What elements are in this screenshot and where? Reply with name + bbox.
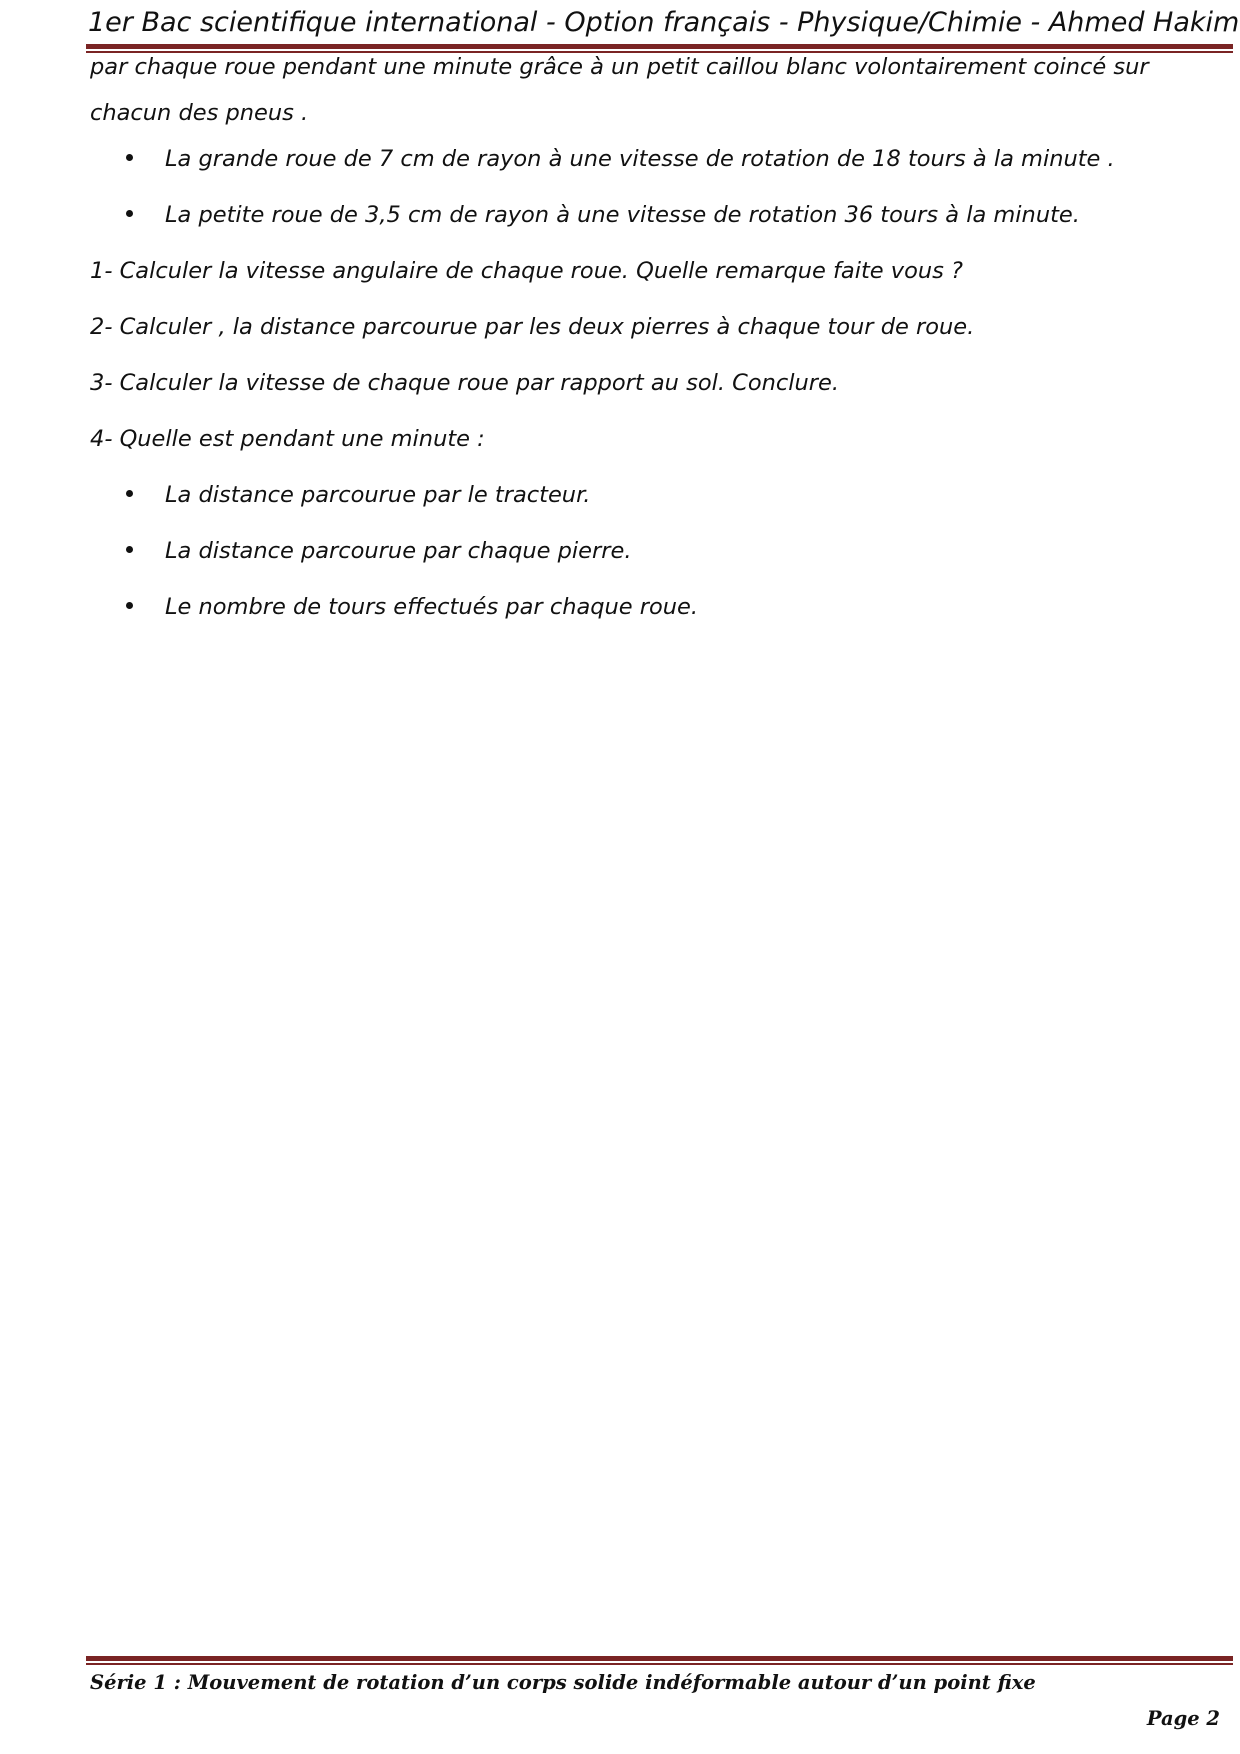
bullet-icon xyxy=(126,154,133,161)
minute-item-turns xyxy=(126,592,698,622)
minute-item-stone xyxy=(126,536,632,566)
intro-line-1: par chaque roue pendant une minute grâce à un petit caillou blanc volontairement coincé sur xyxy=(90,54,1149,80)
wheel-item-small xyxy=(126,200,1080,230)
question-4: 4- Quelle est pendant une minute : xyxy=(90,426,485,452)
bullet-icon xyxy=(126,490,133,497)
minute-item-text: La distance parcourue par chaque pierre. xyxy=(165,538,632,564)
wheel-item-text: La petite roue de 3,5 cm de rayon à une vitesse de rotation 36 tours à la minute. xyxy=(165,202,1080,228)
question-2: 2- Calculer , la distance parcourue par les deux pierres à chaque tour de roue. xyxy=(90,314,975,340)
question-3: 3- Calculer la vitesse de chaque roue par rapport au sol. Conclure. xyxy=(90,370,840,396)
header-title: 1er Bac scientifique international - Option français - Physique/Chimie - Ahmed Hakim xyxy=(88,7,1240,38)
minute-item-tractor xyxy=(126,480,590,510)
page-number: Page 2 xyxy=(1146,1707,1220,1730)
footer-rule-thin xyxy=(86,1663,1233,1665)
intro-line-2: chacun des pneus . xyxy=(90,100,309,126)
bullet-icon xyxy=(126,546,133,553)
wheel-item-text: La grande roue de 7 cm de rayon à une vitesse de rotation de 18 tours à la minute . xyxy=(165,146,1115,172)
wheel-item-large xyxy=(126,144,1115,174)
minute-item-text: Le nombre de tours effectués par chaque roue. xyxy=(165,594,699,620)
bullet-icon xyxy=(126,602,133,609)
footer-series-title: Série 1 : Mouvement de rotation d’un corps solide indéformable autour d’un point fixe xyxy=(90,1671,1036,1694)
bullet-icon xyxy=(126,210,133,217)
header-rule-thick xyxy=(86,44,1233,49)
question-1: 1- Calculer la vitesse angulaire de chaque roue. Quelle remarque faite vous ? xyxy=(90,258,963,284)
minute-item-text: La distance parcourue par le tracteur. xyxy=(165,482,591,508)
footer-rule-thick xyxy=(86,1656,1233,1661)
